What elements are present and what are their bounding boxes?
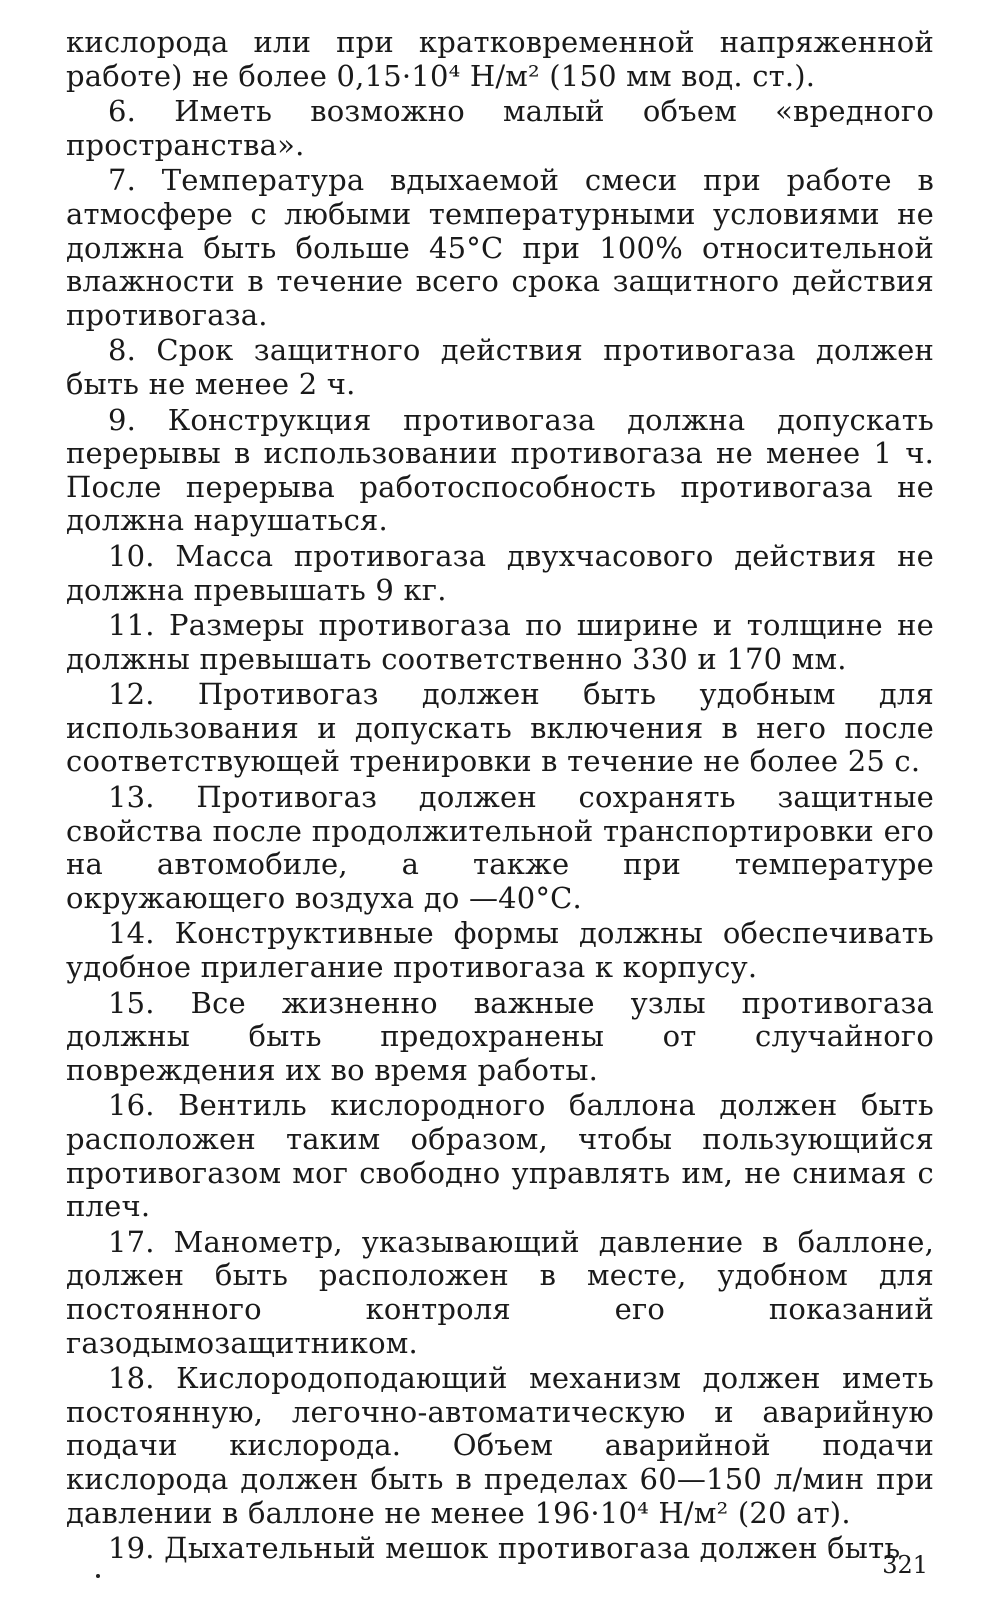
paragraph-item-12: 12. Противогаз должен быть удобным для использования и допускать включения в него после соответствующей тренировки в течение не более 25 с. (66, 677, 934, 779)
body-text (66, 26, 934, 1566)
paragraph-item-10: 10. Масса противогаза двухчасового действия не должна превышать 9 кг. (66, 538, 934, 607)
paragraph-item-8: 8. Срок защитного действия противогаза должен быть не менее 2 ч. (66, 333, 934, 401)
paragraph-item-13: 13. Противогаз должен сохранять защитные свойства после продолжительной транспортировки его на автомобиле, а также при температуре окружающего воздуха до —40°С. (66, 780, 934, 915)
paragraph-item-11: 11. Размеры противогаза по ширине и толщине не должны превышать соответственно 330 и 170 мм. (66, 608, 934, 676)
paragraph-item-7: 7. Температура вдыхаемой смеси при работе в атмосфере с любыми температурными условиями не должна быть больше 45°С при 100% относительной влажности в течение всего срока защитного действия противогаза. (66, 163, 934, 332)
paragraph-item-19: 19. Дыхательный мешок противогаза должен быть (108, 1531, 901, 1566)
paragraph-item-6: 6. Иметь возможно малый объем «вредного пространства». (66, 94, 934, 162)
paragraph-item-14: 14. Конструктивные формы должны обеспечивать удобное прилегание противогаза к корпусу. (66, 916, 934, 985)
print-speck (96, 1574, 100, 1578)
paragraph-item-17: 17. Манометр, указывающий давление в баллоне, должен быть расположен в месте, удобном для постоянного контроля его показаний газодымозащитником. (66, 1224, 934, 1360)
paragraph-item-18: 18. Кислородоподающий механизм должен иметь постоянную, легочно-автоматическую и аварийную подачи кислорода. Объем аварийной подачи кислорода должен быть в пределах 60—150 л/мин при давлении в баллоне не менее 196·10⁴ Н/м² (20 ат). (66, 1361, 934, 1530)
paragraph-item-9: 9. Конструкция противогаза должна допускать перерывы в использовании противогаза не менее 1 ч. После перерыва работоспособность противогаза не должна нарушаться. (66, 402, 934, 538)
paragraph-continued: кислорода или при кратковременной напряженной работе) не более 0,15·10⁴ Н/м² (150 мм вод. ст.). (66, 25, 934, 93)
paragraph-item-15: 15. Все жизненно важные узлы противогаза должны быть предохранены от случайного повреждения их во время работы. (66, 985, 934, 1087)
paragraph-item-16: 16. Вентиль кислородного баллона должен быть расположен таким образом, чтобы пользующийся противогазом мог свободно управлять им, не снимая с плеч. (66, 1088, 934, 1224)
page-number: 321 (882, 1551, 928, 1579)
